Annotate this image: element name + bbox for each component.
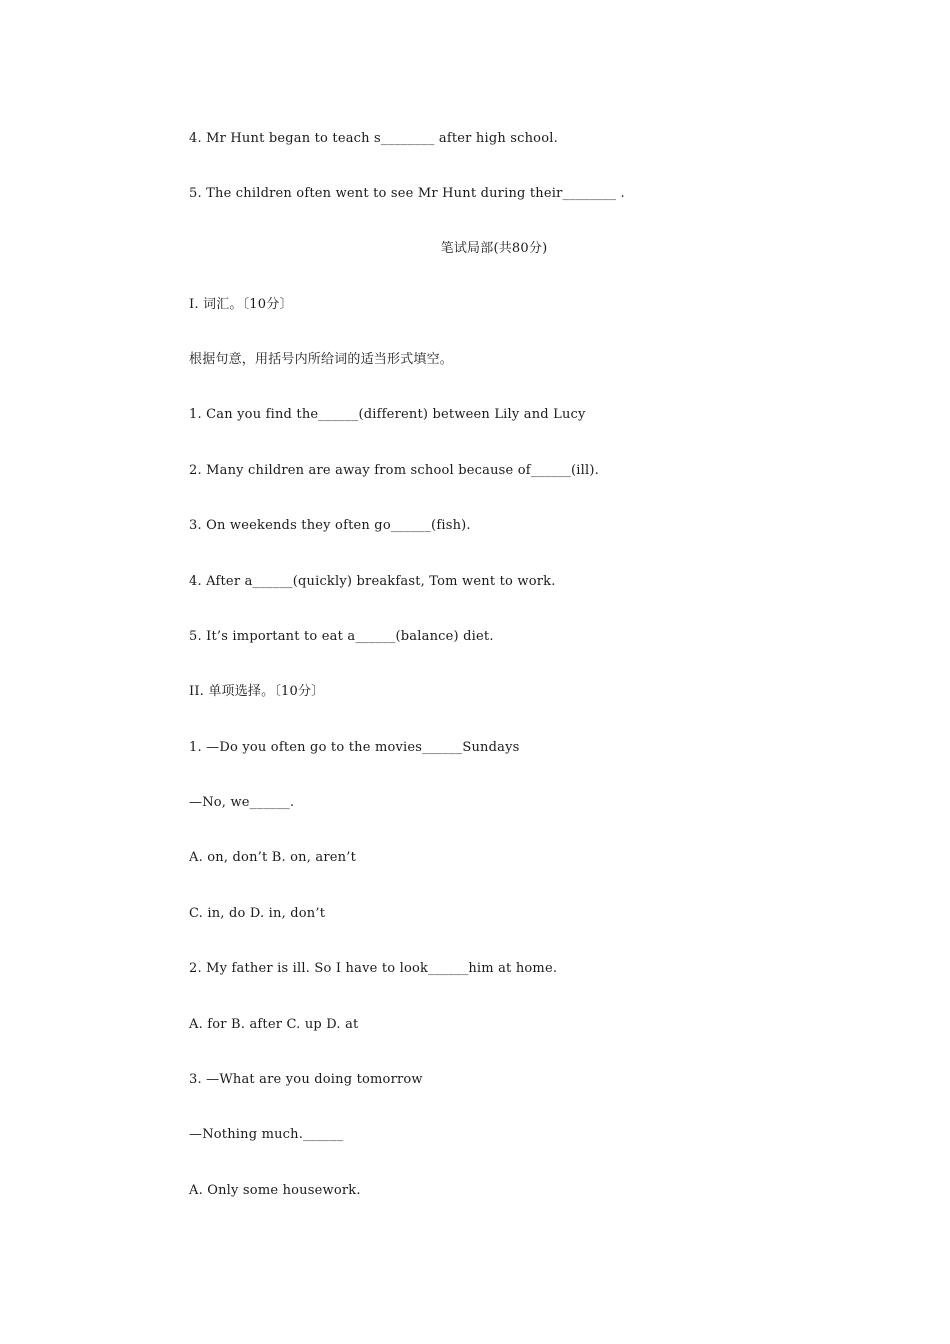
listening-question-4: 4. Mr Hunt began to teach s________ after high school. <box>189 131 558 146</box>
vocabulary-item: 5. It’s important to eat a______(balance) diet. <box>189 629 494 644</box>
choice-q1-options-ab: A. on, don’t B. on, aren’t <box>189 850 356 865</box>
vocabulary-item: 4. After a______(quickly) breakfast, Tom went to work. <box>189 574 556 589</box>
choice-q3-prompt: 3. —What are you doing tomorrow <box>189 1072 423 1087</box>
choice-q1-reply: —No, we______. <box>189 795 295 810</box>
section-title: 笔试局部(共80分) <box>440 241 548 256</box>
choice-q1-options-cd: C. in, do D. in, don’t <box>189 906 326 921</box>
vocabulary-item: 3. On weekends they often go______(fish). <box>189 518 471 533</box>
choice-q2-prompt: 2. My father is ill. So I have to look______him at home. <box>189 961 558 976</box>
listening-question-5: 5. The children often went to see Mr Hunt during their________ . <box>189 186 625 201</box>
choice-q1-prompt: 1. —Do you often go to the movies______Sundays <box>189 740 520 755</box>
choice-q2-options: A. for B. after C. up D. at <box>189 1017 359 1032</box>
vocabulary-item: 1. Can you find the______(different) between Lily and Lucy <box>189 407 586 422</box>
choice-q3-reply: —Nothing much.______ <box>189 1127 344 1142</box>
vocabulary-heading: I. 词汇。〔10分〕 <box>189 297 293 312</box>
vocabulary-item: 2. Many children are away from school because of______(ill). <box>189 463 599 478</box>
vocabulary-instruction: 根据句意，用括号内所给词的适当形式填空。 <box>189 352 454 367</box>
choice-q3-option-a: A. Only some housework. <box>189 1183 361 1198</box>
single-choice-heading: II. 单项选择。〔10分〕 <box>189 684 325 699</box>
